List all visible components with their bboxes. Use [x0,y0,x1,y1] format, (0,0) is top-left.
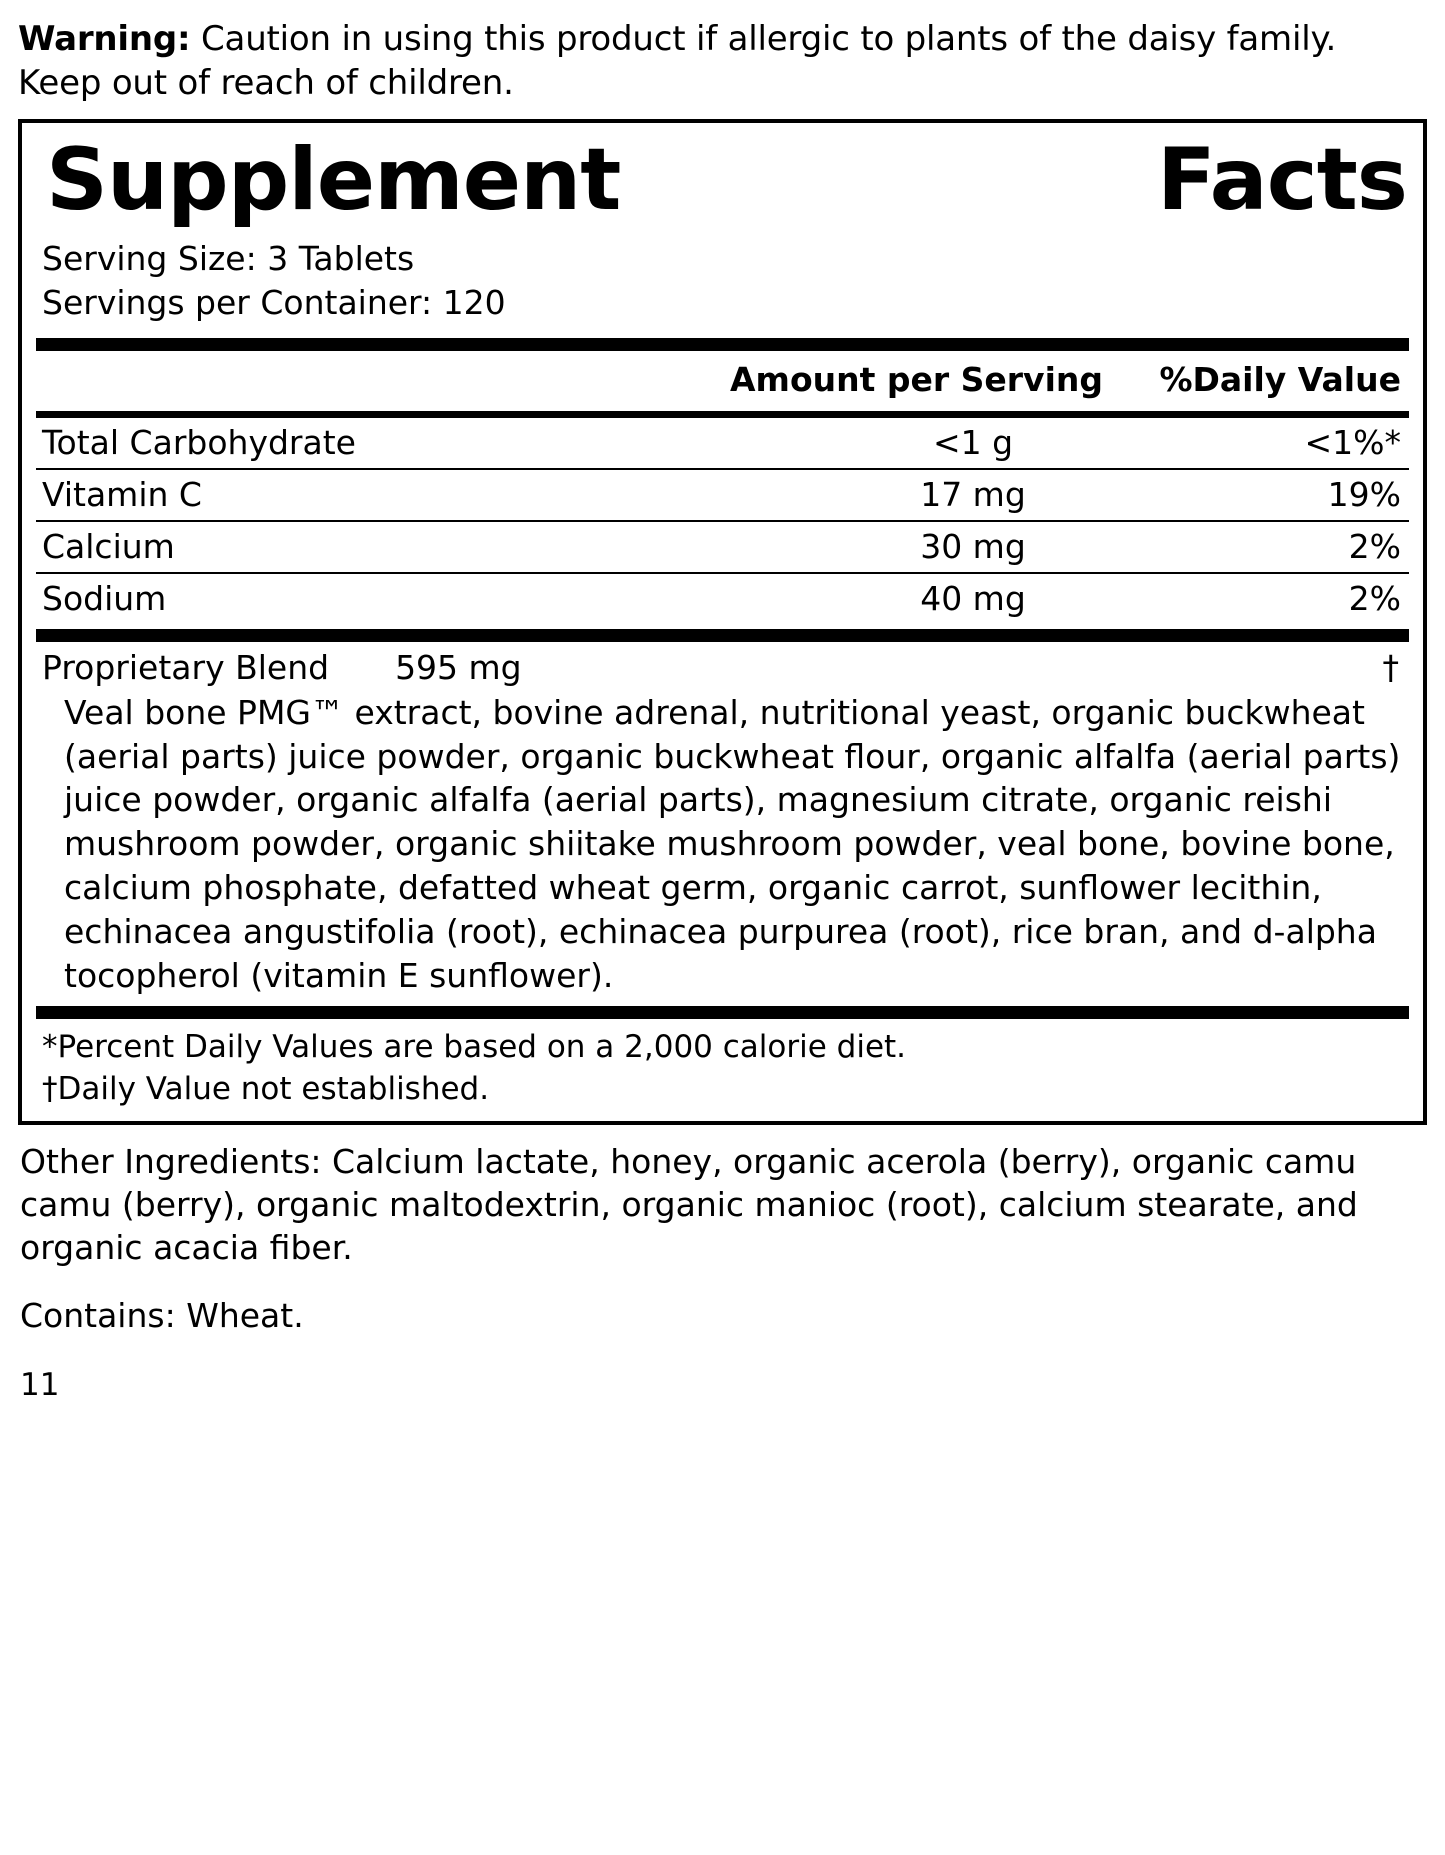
rule-below-blend [36,1006,1409,1019]
nutrient-name: Sodium [42,579,167,619]
nutrition-table [36,351,1409,410]
table-row [36,573,1409,624]
page-number: 11 [20,1367,60,1404]
warning-label: Warning: [18,19,191,59]
proprietary-blend-amount: 595 mg [395,647,522,687]
rule-below-headers [36,411,1409,418]
rule-above-blend [36,629,1409,642]
warning-text [18,18,1427,105]
title-facts: Facts [1156,130,1407,231]
nutrient-amount: 17 mg [920,474,1026,514]
header-blank [36,351,57,410]
warning-body: Caution in using this product if allergic to plants of the daisy family. Keep out of reach of children. [18,19,1337,103]
nutrient-amount: 40 mg [920,579,1026,619]
nutrient-amount: <1 g [932,422,1014,462]
nutrient-dv: 19% [1327,474,1401,514]
nutrient-rows [36,418,1409,625]
nutrient-name: Calcium [42,527,175,567]
nutrient-dv: 2% [1348,527,1401,567]
table-row [36,469,1409,520]
footnote-percent-daily-value: *Percent Daily Values are based on a 2,000 calorie diet. [42,1028,907,1065]
proprietary-blend-dv: † [1382,647,1399,687]
title-supplement: Supplement [46,130,621,231]
nutrient-name: Total Carbohydrate [42,422,356,462]
contains-statement: Contains: Wheat. [20,1296,304,1336]
rule-above-headers [36,338,1409,351]
table-header-row [36,351,1409,410]
proprietary-blend-ingredients: Veal bone PMG™ extract, bovine adrenal, nutritional yeast, organic buckwheat (aerial parts) juice powder, organic buckwheat flour, organic alfalfa (aerial parts) juice powder, organic alfalfa (aerial parts), magnesium citrate, organic reishi mushroom powder, organic shiitake mushroom powder, veal bone, bovine bone, calcium phosphate, defatted wheat germ, organic carrot, sunflower lecithin, echinacea angustifolia (root), echinacea purpurea (root), rice bran, and d-alpha tocopherol (vitamin E sunflower). [64,692,1401,995]
nutrient-dv: 2% [1348,579,1401,619]
nutrient-name: Vitamin C [42,474,202,514]
servings-per-container: Servings per Container: 120 [42,282,506,322]
nutrient-dv: <1%* [1304,422,1401,462]
header-daily-value: %Daily Value [1159,360,1401,400]
proprietary-blend-row [36,642,1409,689]
supplement-facts-title [36,129,1409,231]
table-row [36,521,1409,572]
serving-size: Serving Size: 3 Tablets [42,239,415,279]
supplement-facts-panel [18,119,1427,1125]
nutrient-amount: 30 mg [920,527,1026,567]
footnote-dagger: †Daily Value not established. [42,1071,490,1108]
proprietary-blend-name: Proprietary Blend [42,647,330,687]
other-ingredients: Other Ingredients: Calcium lactate, honey, organic acerola (berry), organic camu camu (berry), organic maltodextrin, organic manioc (root), calcium stearate, and organic acacia fiber. [20,1142,1358,1268]
header-amount-per-serving: Amount per Serving [730,360,1103,400]
table-row [36,418,1409,468]
